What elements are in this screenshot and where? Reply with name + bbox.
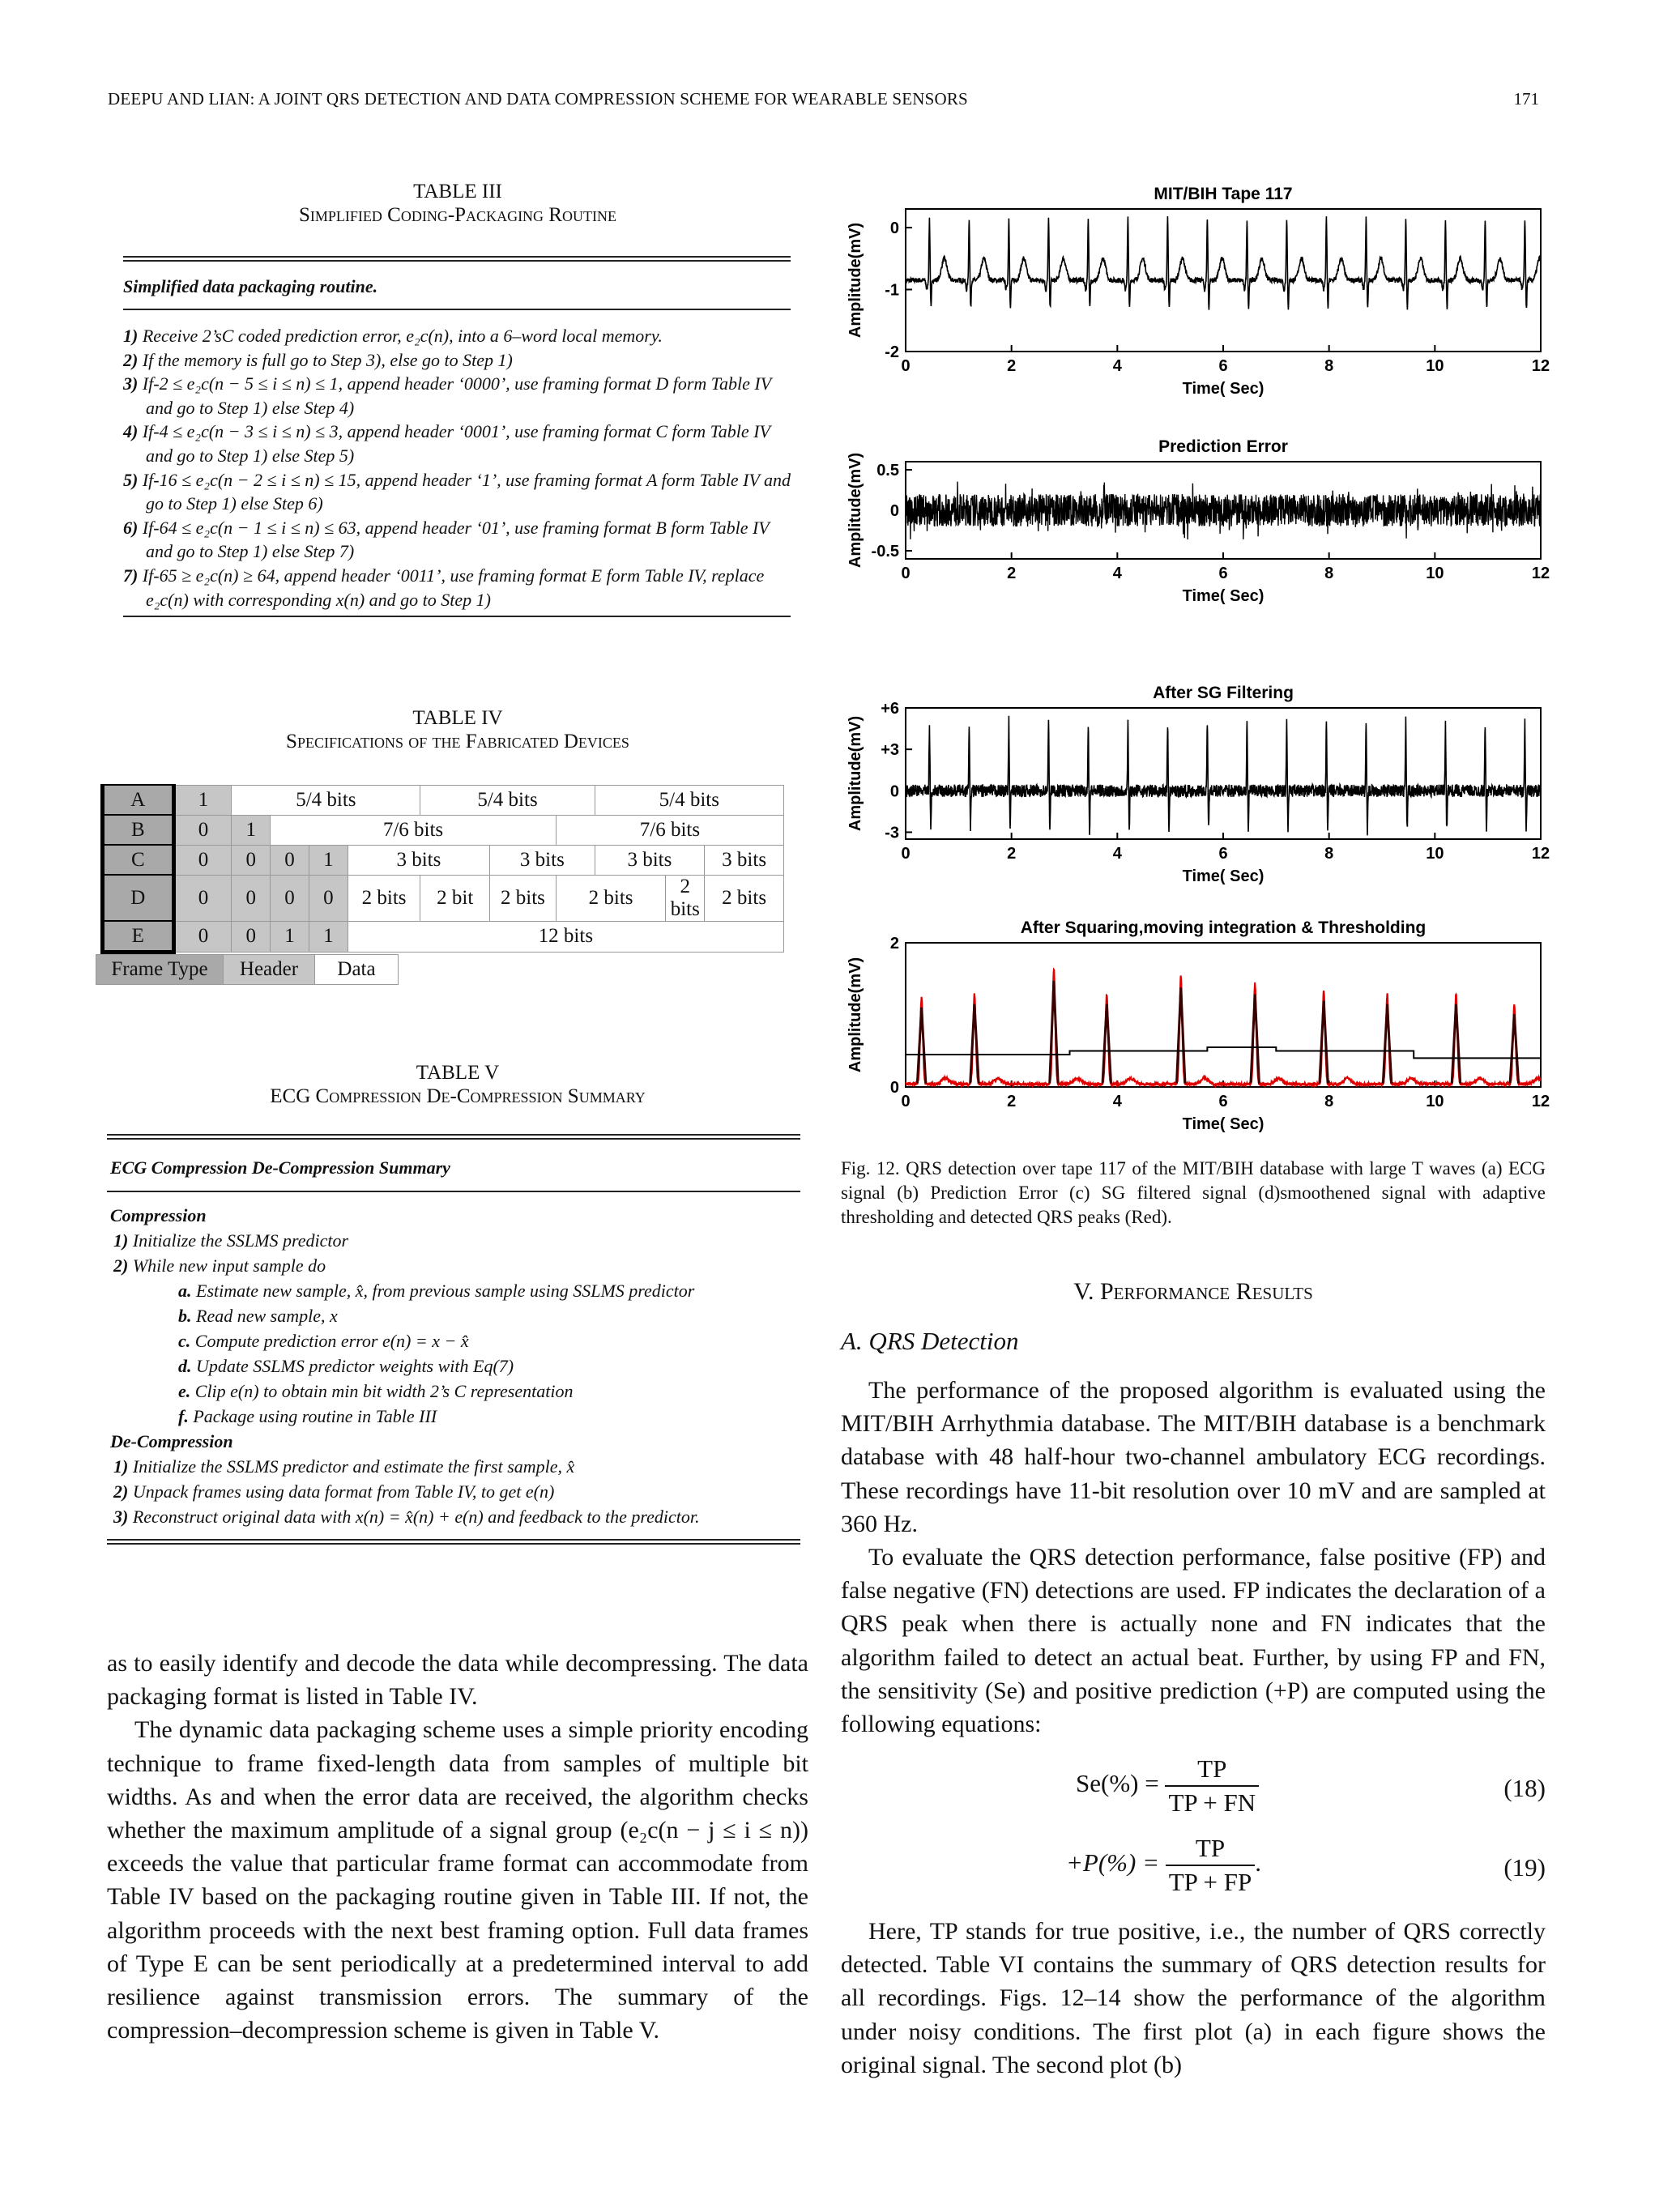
y-axis-label: Amplitude(mV)	[847, 222, 864, 339]
paragraph: Here, TP stands for true positive, i.e., the number of QRS correctly detected. Table VI contains the summary of QRS detection results for all recordings. Figs. 12–14 show the performance of the algorithm under noisy conditions. The first plot (a) in each figure shows the original signal. The second plot (b)	[841, 1918, 1546, 2078]
compression-substep: f. Package using routine in Table III	[178, 1406, 437, 1426]
table3-step: 2) If the memory is full go to Step 3), else go to Step 1)	[123, 349, 513, 370]
header-bit-cell: 0	[271, 875, 309, 921]
integrated-peak	[1251, 994, 1259, 1083]
panel-a	[847, 185, 1550, 398]
paragraph: To evaluate the QRS detection performance, false positive (FP) and false negative (FN) detections are used. FP indicates the declaration of a QRS peak when there is actually none and FN indicates that the algorithm failed to detect an actual beat. Further, by using FP and FN, the sensitivity (Se) and positive prediction (+P) are computed using the following equations:	[841, 1544, 1546, 1738]
data-cell: 2 bit	[420, 875, 490, 921]
x-tick-label: 6	[1218, 1093, 1228, 1110]
table5-label: TABLE V	[416, 1062, 500, 1084]
x-tick-label: 2	[1007, 357, 1017, 375]
compression-label: Compression	[110, 1205, 207, 1225]
header-bit-cell: 0	[232, 875, 271, 921]
data-cell: 5/4 bits	[595, 785, 783, 815]
legend-data: Data	[315, 955, 399, 985]
table3-bottom-rule	[123, 616, 791, 617]
y-tick-label: -2	[885, 343, 899, 361]
data-cell: 2 bits	[348, 875, 420, 921]
table3-mid-rule	[123, 309, 791, 310]
y-tick-label: -0.5	[871, 543, 899, 560]
table3-caption	[122, 180, 794, 227]
panel-title: After Squaring,moving integration & Thresholding	[1020, 918, 1427, 937]
panel-c	[847, 684, 1550, 885]
data-cell: 5/4 bits	[232, 785, 420, 815]
panel-d	[847, 918, 1550, 1133]
adaptive-threshold-line	[906, 1047, 1541, 1058]
table4-row-a	[103, 785, 784, 815]
table3-step: 5) If-16 ≤ e₂c(n − 2 ≤ i ≤ n) ≤ 15, append header ‘1’, use framing format A form Table IV and go to Step 1) else Step 6)	[123, 469, 791, 514]
data-cell: 3 bits	[705, 845, 784, 875]
legend-frame-type: Frame Type	[96, 955, 224, 985]
header-bit-cell: 1	[309, 845, 348, 875]
frame-type-cell: D	[103, 875, 174, 921]
y-tick-label: +6	[881, 700, 899, 718]
table5-bottom-rule	[107, 1539, 800, 1545]
page-number: 171	[1513, 89, 1539, 109]
table5-title: ECG Compression De-Compression Summary	[270, 1085, 646, 1107]
panel-title: MIT/BIH Tape 117	[1154, 185, 1293, 203]
compression-substep: b. Read new sample, x	[178, 1306, 338, 1326]
y-tick-label: 0	[889, 782, 899, 801]
table4-row-b	[103, 815, 784, 845]
header-bit-cell: 0	[173, 815, 232, 845]
table5-top-rule	[107, 1134, 800, 1140]
integrated-peak	[1510, 1014, 1518, 1084]
data-cell: 2 bits	[556, 875, 665, 921]
x-tick-label: 0	[901, 845, 911, 863]
y-tick-label: 0.5	[876, 462, 899, 479]
compression-substep: a. Estimate new sample, x̂, from previous sample using SSLMS predictor	[178, 1281, 695, 1301]
y-tick-label: +3	[881, 741, 899, 760]
eq19-denominator: TP + FP	[1168, 1868, 1252, 1896]
figure-caption: Fig. 12. QRS detection over tape 117 of the MIT/BIH database with large T waves (a) ECG signal (b) Prediction Error (c) SG filtered signal (d)smoothened signal with adaptive thresholding and detected QRS peaks (Red).	[841, 1158, 1546, 1227]
table3-top-rule	[123, 256, 791, 262]
y-axis-label: Amplitude(mV)	[847, 452, 864, 569]
x-tick-label: 0	[901, 1093, 911, 1110]
eq18-denominator: TP + FN	[1168, 1788, 1256, 1817]
x-tick-label: 10	[1426, 1093, 1444, 1110]
data-cell: 3 bits	[490, 845, 595, 875]
equation-19: +P(%) = $\frac{TP}{TP + FP}$ . (19)	[841, 1832, 1546, 1908]
x-tick-label: 2	[1007, 845, 1017, 863]
header-bit-cell: 0	[173, 921, 232, 953]
x-axis-label: Time( Sec)	[1182, 867, 1265, 885]
integrated-peak	[1383, 1004, 1391, 1084]
x-axis-label: Time( Sec)	[1182, 1115, 1265, 1133]
frame-type-cell: A	[103, 785, 174, 815]
paragraph: The performance of the proposed algorithm is evaluated using the MIT/BIH Arrhythmia database. The MIT/BIH database is a benchmark database with 48 half-hour two-channel ambulatory ECG recordings. These recordings have 11-bit resolution over 10 mV and are sampled at 360 Hz.	[841, 1377, 1546, 1537]
right-column-text-2	[841, 1915, 1546, 2082]
y-tick-label: 0	[889, 502, 899, 520]
table5-mid-rule	[107, 1191, 800, 1192]
data-cell: 2 bits	[490, 875, 557, 921]
table3-label: TABLE III	[413, 181, 502, 202]
compression-substep: e. Clip e(n) to obtain min bit width 2’s C representation	[178, 1381, 574, 1401]
panel-title: Prediction Error	[1158, 437, 1288, 456]
eq18-numerator: TP	[1165, 1753, 1259, 1787]
x-tick-label: 6	[1218, 565, 1228, 582]
plot-frame	[906, 943, 1541, 1087]
frame-type-cell: C	[103, 845, 174, 875]
data-cell: 7/6 bits	[556, 815, 783, 845]
table3-title: Simplified Coding-Packaging Routine	[299, 204, 616, 226]
compression-step: 1) Initialize the SSLMS predictor	[113, 1230, 349, 1251]
ecg-signal	[906, 216, 1541, 310]
table3-step: 3) If-2 ≤ e₂c(n − 5 ≤ i ≤ n) ≤ 1, append header ‘0000’, use framing format D form Table IV and go to Step 1) else Step 4)	[123, 373, 771, 418]
x-tick-label: 4	[1112, 357, 1122, 375]
table4-legend	[96, 954, 399, 985]
eq19-fraction	[1166, 1832, 1256, 1899]
y-tick-label: -3	[885, 824, 899, 842]
header-bit-cell: 0	[271, 845, 309, 875]
y-axis-label: Amplitude(mV)	[847, 957, 864, 1073]
header-bit-cell: 1	[173, 785, 232, 815]
x-tick-label: 8	[1324, 1093, 1334, 1110]
paragraph: as to easily identify and decode the data while decompressing. The data packaging format is listed in Table IV.	[107, 1650, 808, 1711]
decompression-label: De-Compression	[110, 1431, 233, 1451]
x-tick-label: 10	[1426, 845, 1444, 863]
x-tick-label: 6	[1218, 357, 1228, 375]
header-bit-cell: 0	[173, 875, 232, 921]
y-tick-label: 0	[889, 219, 899, 237]
decompression-step: 1) Initialize the SSLMS predictor and estimate the first sample, x̂	[113, 1456, 575, 1477]
table4-row-e	[103, 921, 784, 953]
integrated-peak	[917, 1008, 925, 1084]
x-tick-label: 0	[901, 357, 911, 375]
compression-substep: c. Compute prediction error e(n) = x − x̂	[178, 1331, 469, 1351]
y-tick-label: 2	[889, 935, 899, 953]
header-bit-cell: 1	[309, 921, 348, 953]
x-tick-label: 0	[901, 565, 911, 582]
table4-caption	[122, 706, 794, 753]
frame-type-cell: B	[103, 815, 174, 845]
data-cell: 2 bits	[666, 875, 705, 921]
compression-step: 2) While new input sample do	[113, 1255, 326, 1276]
x-tick-label: 12	[1531, 1093, 1550, 1110]
table5-caption	[122, 1061, 794, 1108]
x-tick-label: 8	[1324, 357, 1334, 375]
left-column-text	[107, 1647, 808, 2047]
panel-title: After SG Filtering	[1153, 684, 1294, 702]
x-tick-label: 12	[1531, 565, 1550, 582]
x-tick-label: 10	[1426, 357, 1444, 375]
figure-12	[842, 178, 1555, 1134]
detected-qrs-signal	[906, 970, 1541, 1085]
equation-18	[841, 1753, 1546, 1829]
integrated-peak	[1320, 1001, 1328, 1084]
table3-step: 1) Receive 2’sC coded prediction error, e₂c(n), into a 6–word local memory.	[123, 326, 663, 346]
integrated-peak	[1050, 981, 1058, 1084]
panel-b	[847, 437, 1550, 605]
table3-heading: Simplified data packaging routine.	[123, 276, 378, 296]
y-tick-label: 0	[889, 1079, 899, 1097]
data-cell: 3 bits	[595, 845, 705, 875]
x-tick-label: 8	[1324, 845, 1334, 863]
x-tick-label: 4	[1112, 565, 1122, 582]
data-cell: 12 bits	[348, 921, 783, 953]
eq19-lhs: +P(%) =	[1066, 1848, 1159, 1877]
table5-heading: ECG Compression De-Compression Summary	[110, 1157, 450, 1178]
table3-step: 4) If-4 ≤ e₂c(n − 3 ≤ i ≤ n) ≤ 3, append header ‘0001’, use framing format C form Table IV and go to Step 1) else Step 5)	[123, 421, 770, 466]
y-tick-label: -1	[885, 281, 899, 300]
header-bit-cell: 0	[309, 875, 348, 921]
header-bit-cell: 0	[232, 921, 271, 953]
decompression-step: 2) Unpack frames using data format from Table IV, to get e(n)	[113, 1481, 555, 1502]
header-bit-cell: 1	[271, 921, 309, 953]
data-cell: 7/6 bits	[271, 815, 557, 845]
x-axis-label: Time( Sec)	[1182, 587, 1265, 605]
table4-frame-spec	[100, 784, 784, 954]
integrated-peak	[1452, 1004, 1460, 1084]
data-cell: 5/4 bits	[420, 785, 595, 815]
sg-filtered-signal	[906, 716, 1541, 836]
table3-step: 6) If-64 ≤ e₂c(n − 1 ≤ i ≤ n) ≤ 63, append header ‘01’, use framing format B form Table IV and go to Step 1) else Step 7)	[123, 517, 770, 562]
x-tick-label: 12	[1531, 357, 1550, 375]
prediction-error-signal	[906, 470, 1541, 539]
decompression-step: 3) Reconstruct original data with x(n) = x̂(n) + e(n) and feedback to the predictor.	[113, 1507, 700, 1527]
eq18-fraction	[1165, 1753, 1259, 1819]
running-head: DEEPU AND LIAN: A JOINT QRS DETECTION AND DATA COMPRESSION SCHEME FOR WEARABLE SENSORS	[108, 89, 968, 109]
compression-substep: d. Update SSLMS predictor weights with Eq(7)	[178, 1356, 514, 1376]
eq18-tag: (18)	[1503, 1774, 1546, 1802]
x-tick-label: 8	[1324, 565, 1334, 582]
x-tick-label: 12	[1531, 845, 1550, 863]
x-tick-label: 4	[1112, 1093, 1122, 1110]
subsection-heading: A. QRS Detection	[841, 1327, 1019, 1355]
x-axis-label: Time( Sec)	[1182, 380, 1265, 398]
section-heading: V. Performance Results	[1073, 1278, 1313, 1305]
data-cell: 2 bits	[705, 875, 784, 921]
x-tick-label: 2	[1007, 565, 1017, 582]
integrated-peak	[1102, 1004, 1111, 1084]
eq19-numerator: TP	[1166, 1832, 1256, 1866]
y-axis-label: Amplitude(mV)	[847, 715, 864, 832]
table4-label: TABLE IV	[412, 707, 503, 729]
x-tick-label: 2	[1007, 1093, 1017, 1110]
table5-steps	[110, 1203, 807, 1529]
table4-row-d	[103, 875, 784, 921]
x-tick-label: 4	[1112, 845, 1122, 863]
eq19-tag: (19)	[1503, 1853, 1546, 1882]
header-bit-cell: 0	[232, 845, 271, 875]
table3-steps	[123, 324, 795, 612]
table3-step: 7) If-65 ≥ e₂c(n) ≥ 64, append header ‘0011’, use framing format E form Table IV, replace e₂c(n) with corresponding x(n) and go to Step 1)	[123, 565, 765, 610]
integrated-peak	[1177, 987, 1185, 1083]
x-tick-label: 10	[1426, 565, 1444, 582]
paragraph: The dynamic data packaging scheme uses a simple priority encoding technique to frame fixed-length data from samples of multiple bit widths. As and when the error data are received, the algorithm checks whether the maximum amplitude of a signal group (e₂c(n − j ≤ i ≤ n)) exceeds the value that particular frame format can accommodate from Table IV based on the packaging routine given in Table III. If not, the algorithm proceeds with the next best framing option. Full data frames of Type E can be sent periodically at a predetermined interval to add resilience against transmission errors. The summary of the compression–decompression scheme is given in Table V.	[107, 1716, 808, 2044]
table4-title: Specifications of the Fabricated Devices	[286, 731, 629, 752]
table4-row-c	[103, 845, 784, 875]
legend-header: Header	[224, 955, 315, 985]
x-tick-label: 6	[1218, 845, 1228, 863]
data-cell: 3 bits	[348, 845, 489, 875]
right-column-text	[841, 1374, 1546, 1741]
frame-type-cell: E	[103, 921, 174, 953]
eq18-lhs: Se(%) =	[1076, 1769, 1159, 1798]
integrated-peak	[970, 1004, 979, 1084]
header-bit-cell: 1	[232, 815, 271, 845]
header-bit-cell: 0	[173, 845, 232, 875]
